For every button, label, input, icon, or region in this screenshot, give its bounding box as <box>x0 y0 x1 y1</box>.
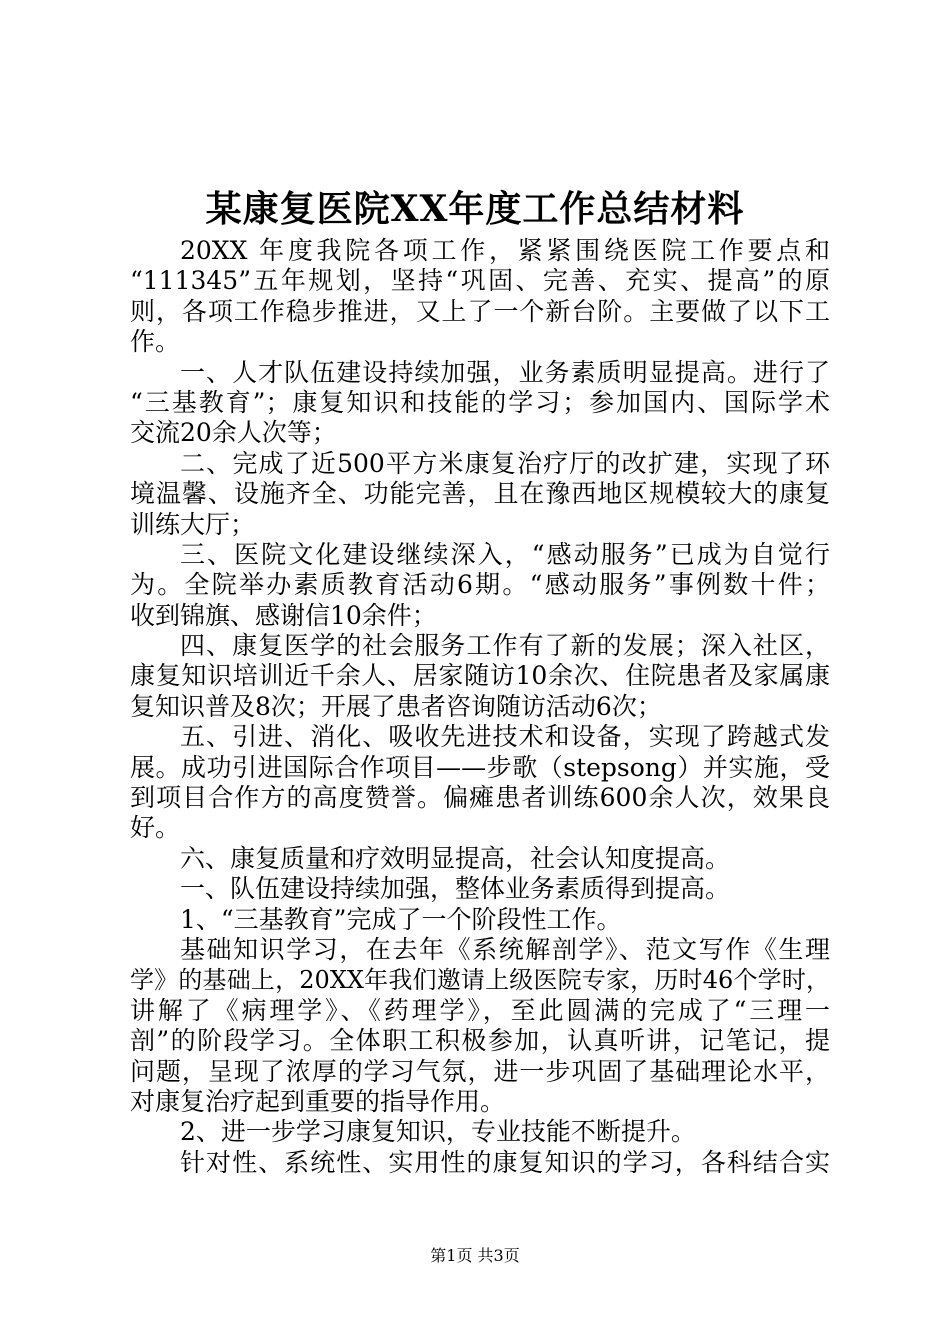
text-line: 展。成功引进国际合作项目——步歌（stepsong）并实施，受 <box>130 752 830 782</box>
text-line: 作。 <box>130 327 181 357</box>
text-line: 交流20余人次等； <box>130 418 337 448</box>
text-line: 一、人才队伍建设持续加强，业务素质明显提高。进行了 <box>180 357 830 387</box>
text-line: 基础知识学习，在去年《系统解剖学》、范文写作《生理 <box>180 934 830 964</box>
text-line: 六、康复质量和疗效明显提高，社会认知度提高。 <box>180 843 731 873</box>
text-line: 20XX 年度我院各项工作，紧紧围绕医院工作要点和 <box>180 236 830 265</box>
document-body <box>130 236 830 1178</box>
text-line: 二、完成了近500平方米康复治疗厅的改扩建，实现了环 <box>180 448 830 478</box>
page-footer: 第1页 共3页 <box>430 1246 520 1265</box>
text-line: 五、引进、消化、吸收先进技术和设备，实现了跨越式发 <box>180 722 830 752</box>
text-line: 则，各项工作稳步推进，又上了一个新台阶。主要做了以下工 <box>130 296 830 326</box>
text-line: 康复知识培训近千余人、居家随访10余次、住院患者及家属康 <box>130 661 830 691</box>
text-line: 一、队伍建设持续加强，整体业务素质得到提高。 <box>180 874 731 904</box>
text-line: “三基教育”；康复知识和技能的学习；参加国内、国际学术 <box>130 387 830 417</box>
text-line: 境温馨、设施齐全、功能完善，且在豫西地区规模较大的康复 <box>130 479 830 509</box>
text-line: 学》的基础上，20XX年我们邀请上级医院专家，历时46个学时， <box>130 966 830 995</box>
text-line: 1、“三基教育”完成了一个阶段性工作。 <box>180 904 622 934</box>
text-line: 四、康复医学的社会服务工作有了新的发展；深入社区， <box>180 631 830 661</box>
text-line: 问题，呈现了浓厚的学习气氛，进一步巩固了基础理论水平， <box>130 1056 830 1086</box>
text-line: 好。 <box>130 813 181 843</box>
text-line: 训练大厅； <box>130 509 256 539</box>
text-line: 针对性、系统性、实用性的康复知识的学习，各科结合实 <box>180 1147 830 1177</box>
text-line: 为。全院举办素质教育活动6期。“感动服务”事例数十件； <box>130 570 830 600</box>
document-title: 某康复医院XX年度工作总结材料 <box>205 188 745 230</box>
text-line: “111345”五年规划，坚持“巩固、完善、充实、提高”的原 <box>130 266 830 296</box>
text-line: 复知识普及8次；开展了患者咨询随访活动6次； <box>130 691 662 721</box>
text-line: 剖”的阶段学习。全体职工积极参加，认真听讲，记笔记，提 <box>130 1026 830 1056</box>
text-line: 收到锦旗、感谢信10余件； <box>130 600 437 630</box>
text-line: 对康复治疗起到重要的指导作用。 <box>130 1086 506 1116</box>
text-line: 三、医院文化建设继续深入，“感动服务”已成为自觉行 <box>180 539 830 569</box>
text-line: 2、进一步学习康复知识，专业技能不断提升。 <box>180 1117 696 1147</box>
text-line: 到项目合作方的高度赞誉。偏瘫患者训练600余人次，效果良 <box>130 783 830 813</box>
text-line: 讲解了《病理学》、《药理学》，至此圆满的完成了“三理一 <box>130 995 830 1025</box>
